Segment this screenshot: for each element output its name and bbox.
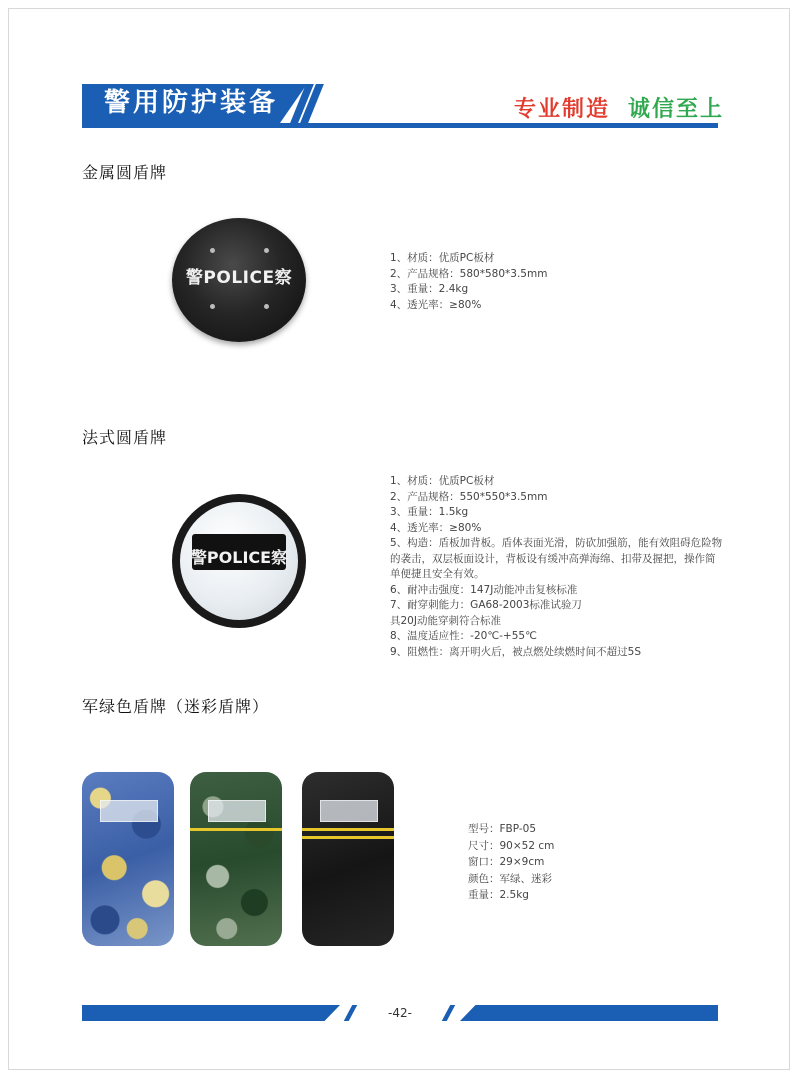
spec-list-french-round-shield: [390, 474, 722, 660]
shield-yellow-stripe: [302, 836, 394, 839]
footer-bar-left: [82, 1005, 340, 1021]
spec-item: 型号：FBP-05: [468, 823, 536, 835]
product-image-metal-round-shield: [172, 218, 306, 342]
shield-police-label: 警POLICE察: [185, 268, 293, 288]
spec-item: 2、产品规格：550*550*3.5mm: [390, 490, 548, 503]
page-number: -42-: [388, 1006, 412, 1020]
spec-item: 6、耐冲击强度：147J动能冲击复核标准: [390, 583, 578, 596]
section-title-metal-round-shield: 金属圆盾牌: [82, 163, 168, 182]
footer-bar-right: [460, 1005, 718, 1021]
section-title-french-round-shield: 法式圆盾牌: [82, 428, 168, 447]
spec-item: 5、构造：盾板加背板。盾体表面光滑，防砍加强筋，能有效阻碍危险物: [390, 537, 723, 549]
shield-view-window: [320, 800, 378, 822]
spec-item: 窗口：29×9cm: [468, 856, 545, 868]
spec-list-army-green-shield: [468, 821, 554, 904]
spec-item: 1、材质：优质PC板材: [390, 475, 495, 487]
spec-item: 3、重量：2.4kg: [390, 283, 469, 295]
spec-item: 9、阻燃性：离开明火后，被点燃处续燃时间不超过5S: [390, 645, 642, 658]
product-image-green-camo-shield: [190, 772, 282, 946]
page-title: 警用防护装备: [104, 88, 279, 118]
spec-item: 单便捷且安全有效。: [390, 568, 485, 580]
spec-item: 7、耐穿刺能力：GA68-2003标准试验刀: [390, 599, 582, 611]
shield-bolt: [264, 248, 269, 253]
shield-bolt: [264, 304, 269, 309]
spec-item: 的袭击，双层板面设计，背板设有缓冲高弹海绵、扣带及握把，操作简: [390, 552, 716, 565]
product-image-black-shield: [302, 772, 394, 946]
section-title-army-green-shield: 军绿色盾牌（迷彩盾牌）: [82, 697, 270, 716]
shield-police-label: 警POLICE察: [190, 548, 288, 567]
shield-view-window: [208, 800, 266, 822]
header-rule: [82, 123, 718, 128]
shield-yellow-stripe: [302, 828, 394, 831]
product-image-blue-camo-shield: [82, 772, 174, 946]
shield-yellow-stripe: [190, 828, 282, 831]
spec-list-metal-round-shield: [390, 251, 547, 313]
spec-item: 4、透光率：≥80%: [390, 521, 482, 534]
shield-view-window: [100, 800, 158, 822]
spec-item: 颜色：军绿、迷彩: [468, 872, 552, 885]
spec-item: 具20J动能穿刺符合标准: [390, 614, 501, 627]
shield-bolt: [210, 304, 215, 309]
spec-item: 1、材质：优质PC板材: [390, 252, 495, 264]
spec-item: 3、重量：1.5kg: [390, 506, 469, 518]
spec-item: 2、产品规格：580*580*3.5mm: [390, 267, 548, 280]
shield-bolt: [210, 248, 215, 253]
spec-item: 8、温度适应性：-20℃-+55℃: [390, 630, 537, 642]
spec-item: 4、透光率：≥80%: [390, 298, 482, 311]
slogan-integrity: 诚信至上: [628, 96, 725, 122]
slogan-professional: 专业制造: [514, 96, 611, 122]
spec-item: 重量：2.5kg: [468, 889, 529, 901]
spec-item: 尺寸：90×52 cm: [468, 839, 555, 852]
product-image-french-round-shield: [172, 494, 306, 628]
